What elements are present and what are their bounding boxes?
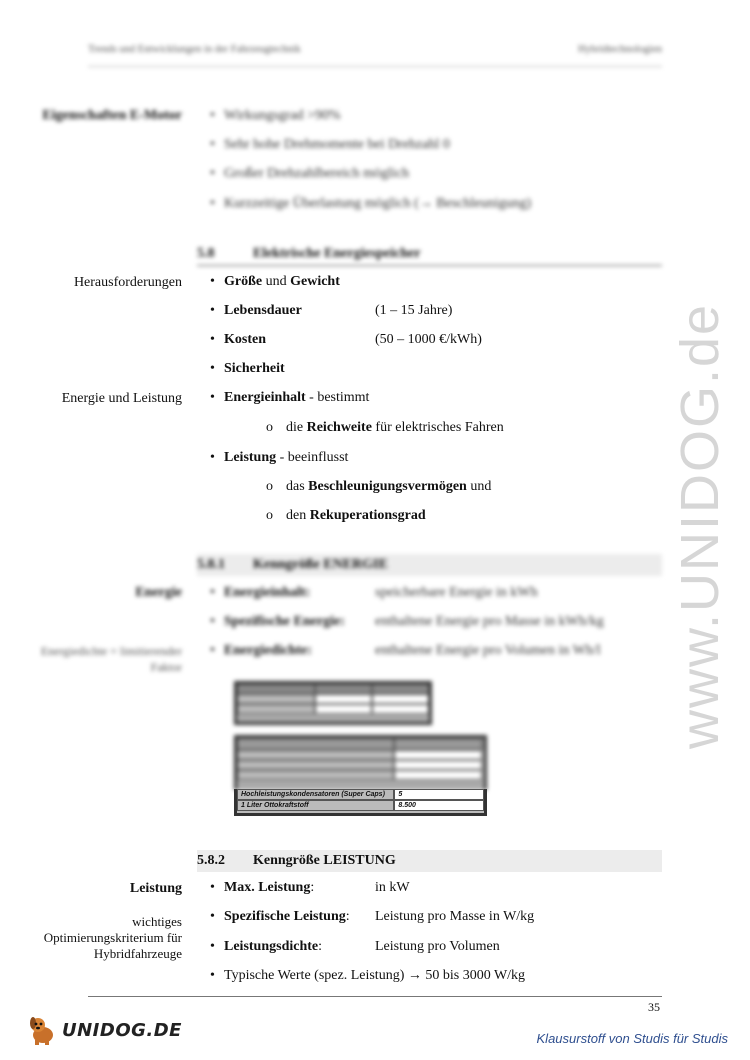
- header-right: Hybridtechnologien: [578, 44, 662, 55]
- leistungsdichte-value: Leistung pro Volumen: [375, 939, 500, 954]
- max-leistung-value: in kW: [375, 880, 410, 895]
- bullet-groesse: • Größe und Gewicht: [210, 274, 340, 289]
- optimization-label: wichtiges Optimierungskriterium für Hybridfahrzeuge: [43, 914, 182, 961]
- page-number: 35: [648, 1000, 660, 1014]
- page-header: [88, 44, 662, 67]
- bullet-max-leistung: • Max. Leistung:: [210, 880, 315, 895]
- energie-item-desc: enthaltene Energie pro Masse in kWh/kg: [375, 614, 604, 629]
- tagline: Klausurstoff von Studis für Studis: [536, 1031, 728, 1046]
- bullet-kosten: • Kosten: [210, 332, 266, 347]
- leistung-label: Leistung: [129, 881, 182, 896]
- energie-item-desc: enthaltene Energie pro Volumen in Wh/l: [375, 643, 601, 658]
- bullet-spez-leistung: • Spezifische Leistung:: [210, 909, 350, 924]
- bullet-sicherheit: • Sicherheit: [210, 361, 285, 376]
- e-motor-item: • Großer Drehzahlbereich möglich: [210, 166, 410, 181]
- energie-item: • Spezifische Energie:: [210, 614, 345, 629]
- section-heading-5-8-2: 5.8.2 Kenngröße LEISTUNG: [197, 850, 662, 872]
- comparison-table-small: [234, 681, 432, 725]
- energie-item: • Energiedichte:: [210, 643, 312, 658]
- kosten-value: (50 – 1000 €/kWh): [375, 332, 482, 347]
- energie-item: • Energieinhalt:: [210, 585, 311, 600]
- e-motor-item: • Kurzzeitige Überlastung möglich (→ Beschleunigung): [210, 196, 532, 211]
- bullet-lebensdauer: • Lebensdauer: [210, 303, 302, 318]
- energy-density-table-top: [234, 735, 487, 790]
- bullet-leistungsdichte: • Leistungsdichte:: [210, 939, 323, 954]
- lebensdauer-value: (1 – 15 Jahre): [375, 303, 453, 318]
- spez-leistung-value: Leistung pro Masse in W/kg: [375, 909, 535, 924]
- watermark: www.UNIDOG.de: [670, 302, 730, 750]
- section-heading-5-8-1: 5.8.1 Kenngröße ENERGIE: [197, 554, 662, 576]
- energy-density-table-bottom: [234, 789, 487, 816]
- unidog-logo: [26, 1014, 182, 1046]
- table-row: Hochleistungskondensatoren (Super Caps) 5: [237, 789, 484, 800]
- footer-rule: [88, 996, 662, 997]
- header-left: Trends und Entwicklungen in der Fahrzeugtechnik: [88, 44, 301, 55]
- bullet-energieinhalt: • Energieinhalt - bestimmt: [210, 390, 370, 405]
- energie-item-desc: speicherbare Energie in kWh: [375, 585, 538, 600]
- dog-icon: [26, 1014, 58, 1046]
- e-motor-label: Eigenschaften E-Motor: [42, 108, 182, 123]
- bullet-typical: • Typische Werte (spez. Leistung) → 50 bis 3000 W/kg: [210, 968, 526, 983]
- section-heading-5-8: 5.8 Elektrische Energiespeicher: [197, 243, 662, 266]
- table-row: 1 Liter Ottokraftstoff 8.500: [237, 800, 484, 811]
- energie-label: Energie: [135, 585, 182, 600]
- bullet-leistung: • Leistung - beeinflusst: [210, 450, 349, 465]
- energy-power-label: Energie und Leistung: [61, 391, 182, 406]
- sub-reichweite: o die Reichweite für elektrisches Fahren: [266, 420, 504, 435]
- challenges-label: Herausforderungen: [73, 275, 182, 290]
- e-motor-item: • Sehr hohe Drehmomente bei Drehzahl 0: [210, 137, 450, 152]
- sub-beschleunigung: o das Beschleunigungsvermögen und: [266, 479, 492, 494]
- sub-rekuperation: o den Rekuperationsgrad: [266, 508, 426, 523]
- e-motor-item: • Wirkungsgrad >90%: [210, 108, 341, 123]
- logo-text: UNIDOG.DE: [62, 1019, 182, 1041]
- energiedichte-label: Energiedichte = limitierender Faktor: [40, 644, 182, 674]
